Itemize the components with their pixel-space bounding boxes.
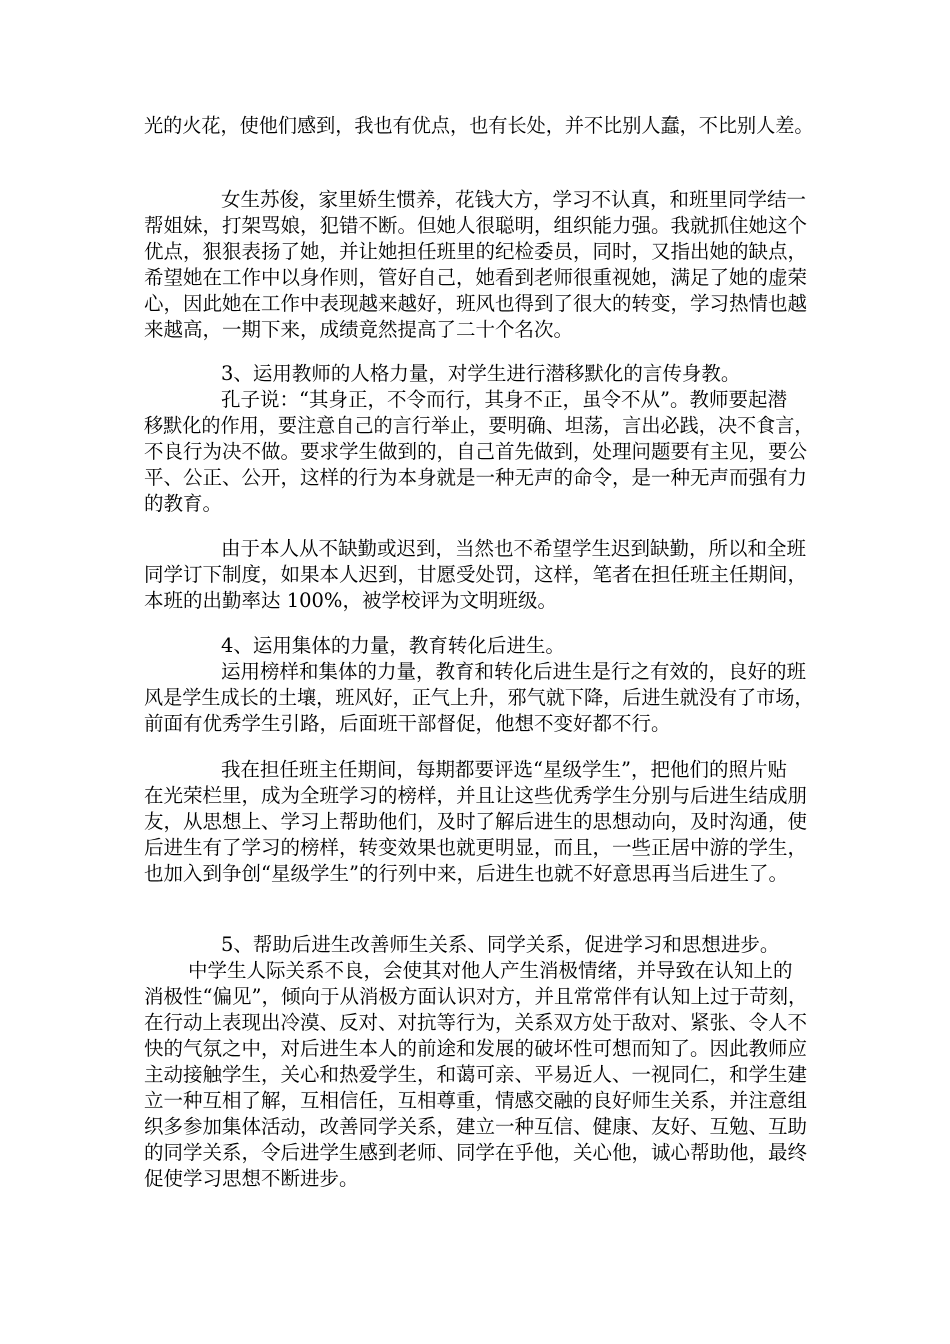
para-star-students-line-5: 也加入到争创“星级学生”的行列中来，后进生也就不好意思再当后进生了。 [144,862,788,885]
para-relationships-line-4: 快的气氛之中，对后进生本人的前途和发展的破坏性可想而知了。因此教师应 [144,1037,808,1060]
para-su-jun-line-5: 心，因此她在工作中表现越来越好，班风也得到了很大的转变，学习热情也越 [144,292,808,315]
para-su-jun-line-3: 优点，狠狠表扬了她，并让她担任班里的纪检委员，同时，又指出她的缺点， [144,240,808,263]
para-relationships-line-6: 立一种互相了解，互相信任，互相尊重，情感交融的良好师生关系，并注意组 [144,1089,808,1112]
para-confucius-line-4: 平、公正、公开，这样的行为本身就是一种无声的命令，是一种无声而强有力 [144,466,808,489]
para-relationships-line-2: 消极性“偏见”，倾向于从消极方面认识对方，并且常常伴有认知上过于苛刻， [144,985,808,1008]
para-su-jun-line-1: 女生苏俊，家里娇生惯养，花钱大方，学习不认真，和班里同学结一 [221,188,807,211]
para-attendance-line-3: 本班的出勤率达 100%，被学校评为文明班级。 [144,589,557,612]
para-relationships-line-5: 主动接触学生，关心和热爱学生，和蔼可亲、平易近人、一视同仁，和学生建 [144,1063,808,1086]
para-collective-line-3: 前面有优秀学生引路，后面班干部督促，他想不变好都不行。 [144,712,671,735]
para-star-students-line-2: 在光荣栏里，成为全班学习的榜样，并且让这些优秀学生分别与后进生结成朋 [144,784,808,807]
para-su-jun-line-4: 希望她在工作中以身作则，管好自己，她看到老师很重视她，满足了她的虚荣 [144,266,808,289]
para-su-jun-line-2: 帮姐妹，打架骂娘，犯错不断。但她人很聪明，组织能力强。我就抓住她这个 [144,214,808,237]
para-su-jun-line-6: 来越高，一期下来，成绩竟然提高了二十个名次。 [144,318,574,341]
para-relationships-line-8: 的同学关系，令后进学生感到老师、同学在乎他，关心他，诚心帮助他，最终 [144,1141,808,1164]
para-star-students-line-1: 我在担任班主任期间，每期都要评选“星级学生”，把他们的照片贴 [221,758,787,781]
para-confucius-line-2: 移默化的作用，要注意自己的言行举止，要明确、坦荡，言出必践，决不食言， [144,414,814,437]
para-confucius-line-3: 不良行为决不做。要求学生做到的，自己首先做到，处理问题要有主见，要公 [144,440,808,463]
heading-4-line-1: 4、运用集体的力量，教育转化后进生。 [221,634,565,657]
para-relationships-line-9: 促使学习思想不断进步。 [144,1167,359,1190]
para-confucius-line-1: 孔子说：“其身正，不令而行，其身不正，虽令不从”。教师要起潜 [221,388,787,411]
para-attendance-line-2: 同学订下制度，如果本人迟到，甘愿受处罚，这样，笔者在担任班主任期间， [144,563,808,586]
para-attendance-line-1: 由于本人从不缺勤或迟到，当然也不希望学生迟到缺勤，所以和全班 [221,537,807,560]
para-collective-line-1: 运用榜样和集体的力量，教育和转化后进生是行之有效的，良好的班 [221,660,807,683]
para-relationships-line-1: 中学生人际关系不良，会使其对他人产生消极情绪，并导致在认知上的 [188,959,793,982]
heading-5-line-1: 5、帮助后进生改善师生关系、同学关系，促进学习和思想进步。 [221,933,780,956]
para-star-students-line-3: 友，从思想上、学习上帮助他们，及时了解后进生的思想动向，及时沟通，使 [144,810,808,833]
para-confucius-line-5: 的教育。 [144,492,223,515]
para-star-students-line-4: 后进生有了学习的榜样，转变效果也就更明显，而且，一些正居中游的学生， [144,836,808,859]
heading-3-line-1: 3、运用教师的人格力量，对学生进行潜移默化的言传身教。 [221,362,741,385]
para-continuation-line-1: 光的火花，使他们感到，我也有优点，也有长处，并不比别人蠢，不比别人差。 [144,114,814,137]
para-collective-line-2: 风是学生成长的土壤，班风好，正气上升，邪气就下降，后进生就没有了市场， [144,686,814,709]
para-relationships-line-7: 织多参加集体活动，改善同学关系，建立一种互信、健康、友好、互勉、互助 [144,1115,808,1138]
para-relationships-line-3: 在行动上表现出冷漠、反对、对抗等行为，关系双方处于敌对、紧张、令人不 [144,1011,808,1034]
